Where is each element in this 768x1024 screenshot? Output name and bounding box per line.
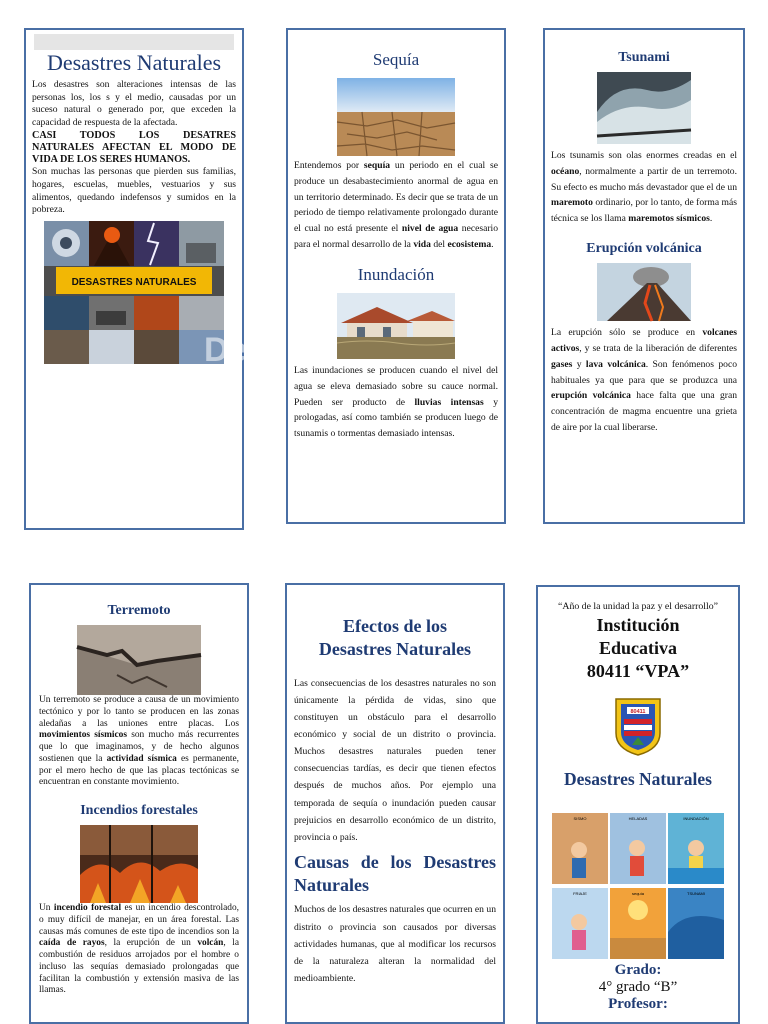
header-bar bbox=[34, 34, 234, 50]
panel-efectos-causas bbox=[285, 583, 505, 1024]
panel-terremoto-incendios bbox=[29, 583, 249, 1024]
svg-text:TSUNAMI: TSUNAMI bbox=[687, 891, 705, 897]
sequia-text: Entendemos por sequía un periodo en el cual se produce un desabastecimiento anormal de agua en un territorio determinado. Es decir que se trata de un periodo de tiempo relativamente prolongado durante el cual no está presente el nivel de agua necesario para el normal desarrollo de la vida del ecosistema. bbox=[294, 160, 498, 251]
profesor-label: Profesor: bbox=[608, 996, 668, 1013]
crest-number: 80411 bbox=[630, 709, 646, 716]
disasters-cartoon-image bbox=[551, 812, 725, 960]
forest-fire-image bbox=[80, 825, 198, 903]
terremoto-text: Un terremoto se produce a causa de un movimiento tectónico y por lo tanto se producen en las zonas aledañas a las uniones entre placas. Los movimientos sísmicos son mucho más recurrentes que lo que imaginamos, y de hecho algunos sostienen que la actividad sísmica es permanente, por el mero hecho de que las placas tectónicas se encuentran en constante movimiento. bbox=[39, 695, 239, 788]
efectos-text: Las consecuencias de los desastres naturales no son únicamente la pérdida de vidas, sino que constituyen un obstáculo para el desarrollo económico y social de un distrito o provincia. Muchos desastres naturales pueden tener consecuencias tardías, es decir que tienen efectos después de muchos años. Por ejemplo una temporada de sequía o inundación pueden causar prejuicios en desarrollo económico de un distrito, provincia o país. bbox=[294, 678, 496, 843]
erupcion-title: Erupción volcánica bbox=[586, 241, 702, 257]
intro-paragraph-2: CASI TODOS LOS DESATRES NATURALES AFECTAN EL MODO DE VIDA DE LOS SERES HUMANOS. bbox=[32, 129, 236, 166]
tsunami-text: Los tsunamis son olas enormes creadas en el océano, normalmente a partir de un terremoto. Su efecto es mucho más devastador que el de un maremoto ordinario, por lo tanto, de forma más técnica se los llama maremotos sísmicos. bbox=[551, 150, 737, 225]
intro-title: Desastres Naturales bbox=[46, 50, 222, 75]
tsunami-title: Tsunami bbox=[618, 50, 670, 65]
svg-text:INUNDACIÓN: INUNDACIÓN bbox=[683, 816, 709, 822]
sequia-title: Sequía bbox=[372, 50, 420, 69]
incendios-title: Incendios forestales bbox=[80, 803, 198, 818]
svg-text:sequía: sequía bbox=[631, 891, 645, 897]
earthquake-image bbox=[77, 625, 201, 695]
drought-image bbox=[337, 78, 455, 156]
panel-tsunami-erupcion bbox=[543, 28, 745, 524]
volcano-image bbox=[597, 263, 691, 321]
svg-text:HELADAS: HELADAS bbox=[628, 816, 648, 822]
erupcion-text: La erupción sólo se produce en volcanes activos, y se trata de la liberación de diferentes gases y lava volcánica. Son fenómenos poco habituales ya que para que se produzca una erupción volcánica hace falta que una gran concentración de magma encuentre una grieta de aire por la cual liberarse. bbox=[551, 327, 738, 434]
motto: “Año de la unidad la paz y el desarrollo” bbox=[558, 601, 718, 612]
grado-value: 4° grado “B” bbox=[598, 979, 678, 996]
intro-paragraph-1: Los desastres son alteraciones intensas de las personas los, los s y el medio, causadas por un suceso natural o generado por, que exceden la capacidad de respuesta de la afectada. bbox=[32, 79, 236, 128]
disaster-collage-image bbox=[44, 221, 248, 369]
panel-intro bbox=[24, 28, 248, 530]
cover-title: Desastres Naturales bbox=[564, 769, 712, 790]
school-crest-icon bbox=[614, 695, 662, 757]
inundacion-text: Las inundaciones se producen cuando el nivel del agua se eleva demasiado sobre su cauce normal. Pueden ser producto de lluvias intensas y prologadas, así como también se producen luego de tsunamis o tormentas demasiado intensas. bbox=[294, 364, 498, 440]
causas-title: Causas de los Desastres Naturales bbox=[294, 851, 496, 896]
panel-cover bbox=[536, 585, 740, 1024]
tsunami-image bbox=[597, 72, 691, 144]
causas-text: Muchos de los desastres naturales que ocurren en un distrito o provincia son causados por diversas actividades humanas, que al modificar los recursos de la naturaleza alteran la normalidad del medioambiente. bbox=[294, 904, 496, 984]
svg-text:FRIAJE: FRIAJE bbox=[573, 891, 587, 897]
svg-text:De: De bbox=[204, 330, 248, 369]
intro-paragraph-3: Son muchas las personas que pierden sus familias, hogares, escuelas, muebles, vestuarios y sus alimentos, quedando indefensos y sumidos en la pobreza. bbox=[32, 166, 236, 216]
flood-image bbox=[337, 293, 455, 359]
efectos-title: Efectos de los Desastres Naturales bbox=[318, 616, 472, 660]
incendios-text: Un incendio forestal es un incendio descontrolado, o muy difícil de manejar, en un área forestal. Las causas más comunes de este tipo de incendios son la caída de rayos, la erupción de un volcán, la combustión de residuos arrojados por el hombre o incluso las sequías demasiado prolongadas que facilitan la combustión y extensión masiva de las llamas. bbox=[39, 903, 239, 996]
grado-label: Grado: bbox=[614, 962, 662, 979]
inundacion-title: Inundación bbox=[357, 264, 435, 284]
institution-name: Institución Educativa 80411 “VPA” bbox=[586, 615, 690, 682]
svg-text:SISMO: SISMO bbox=[573, 816, 587, 822]
panel-sequia-inundacion bbox=[286, 28, 506, 524]
terremoto-title: Terremoto bbox=[107, 603, 171, 618]
collage-banner-label: DESASTRES NATURALES bbox=[71, 276, 197, 288]
